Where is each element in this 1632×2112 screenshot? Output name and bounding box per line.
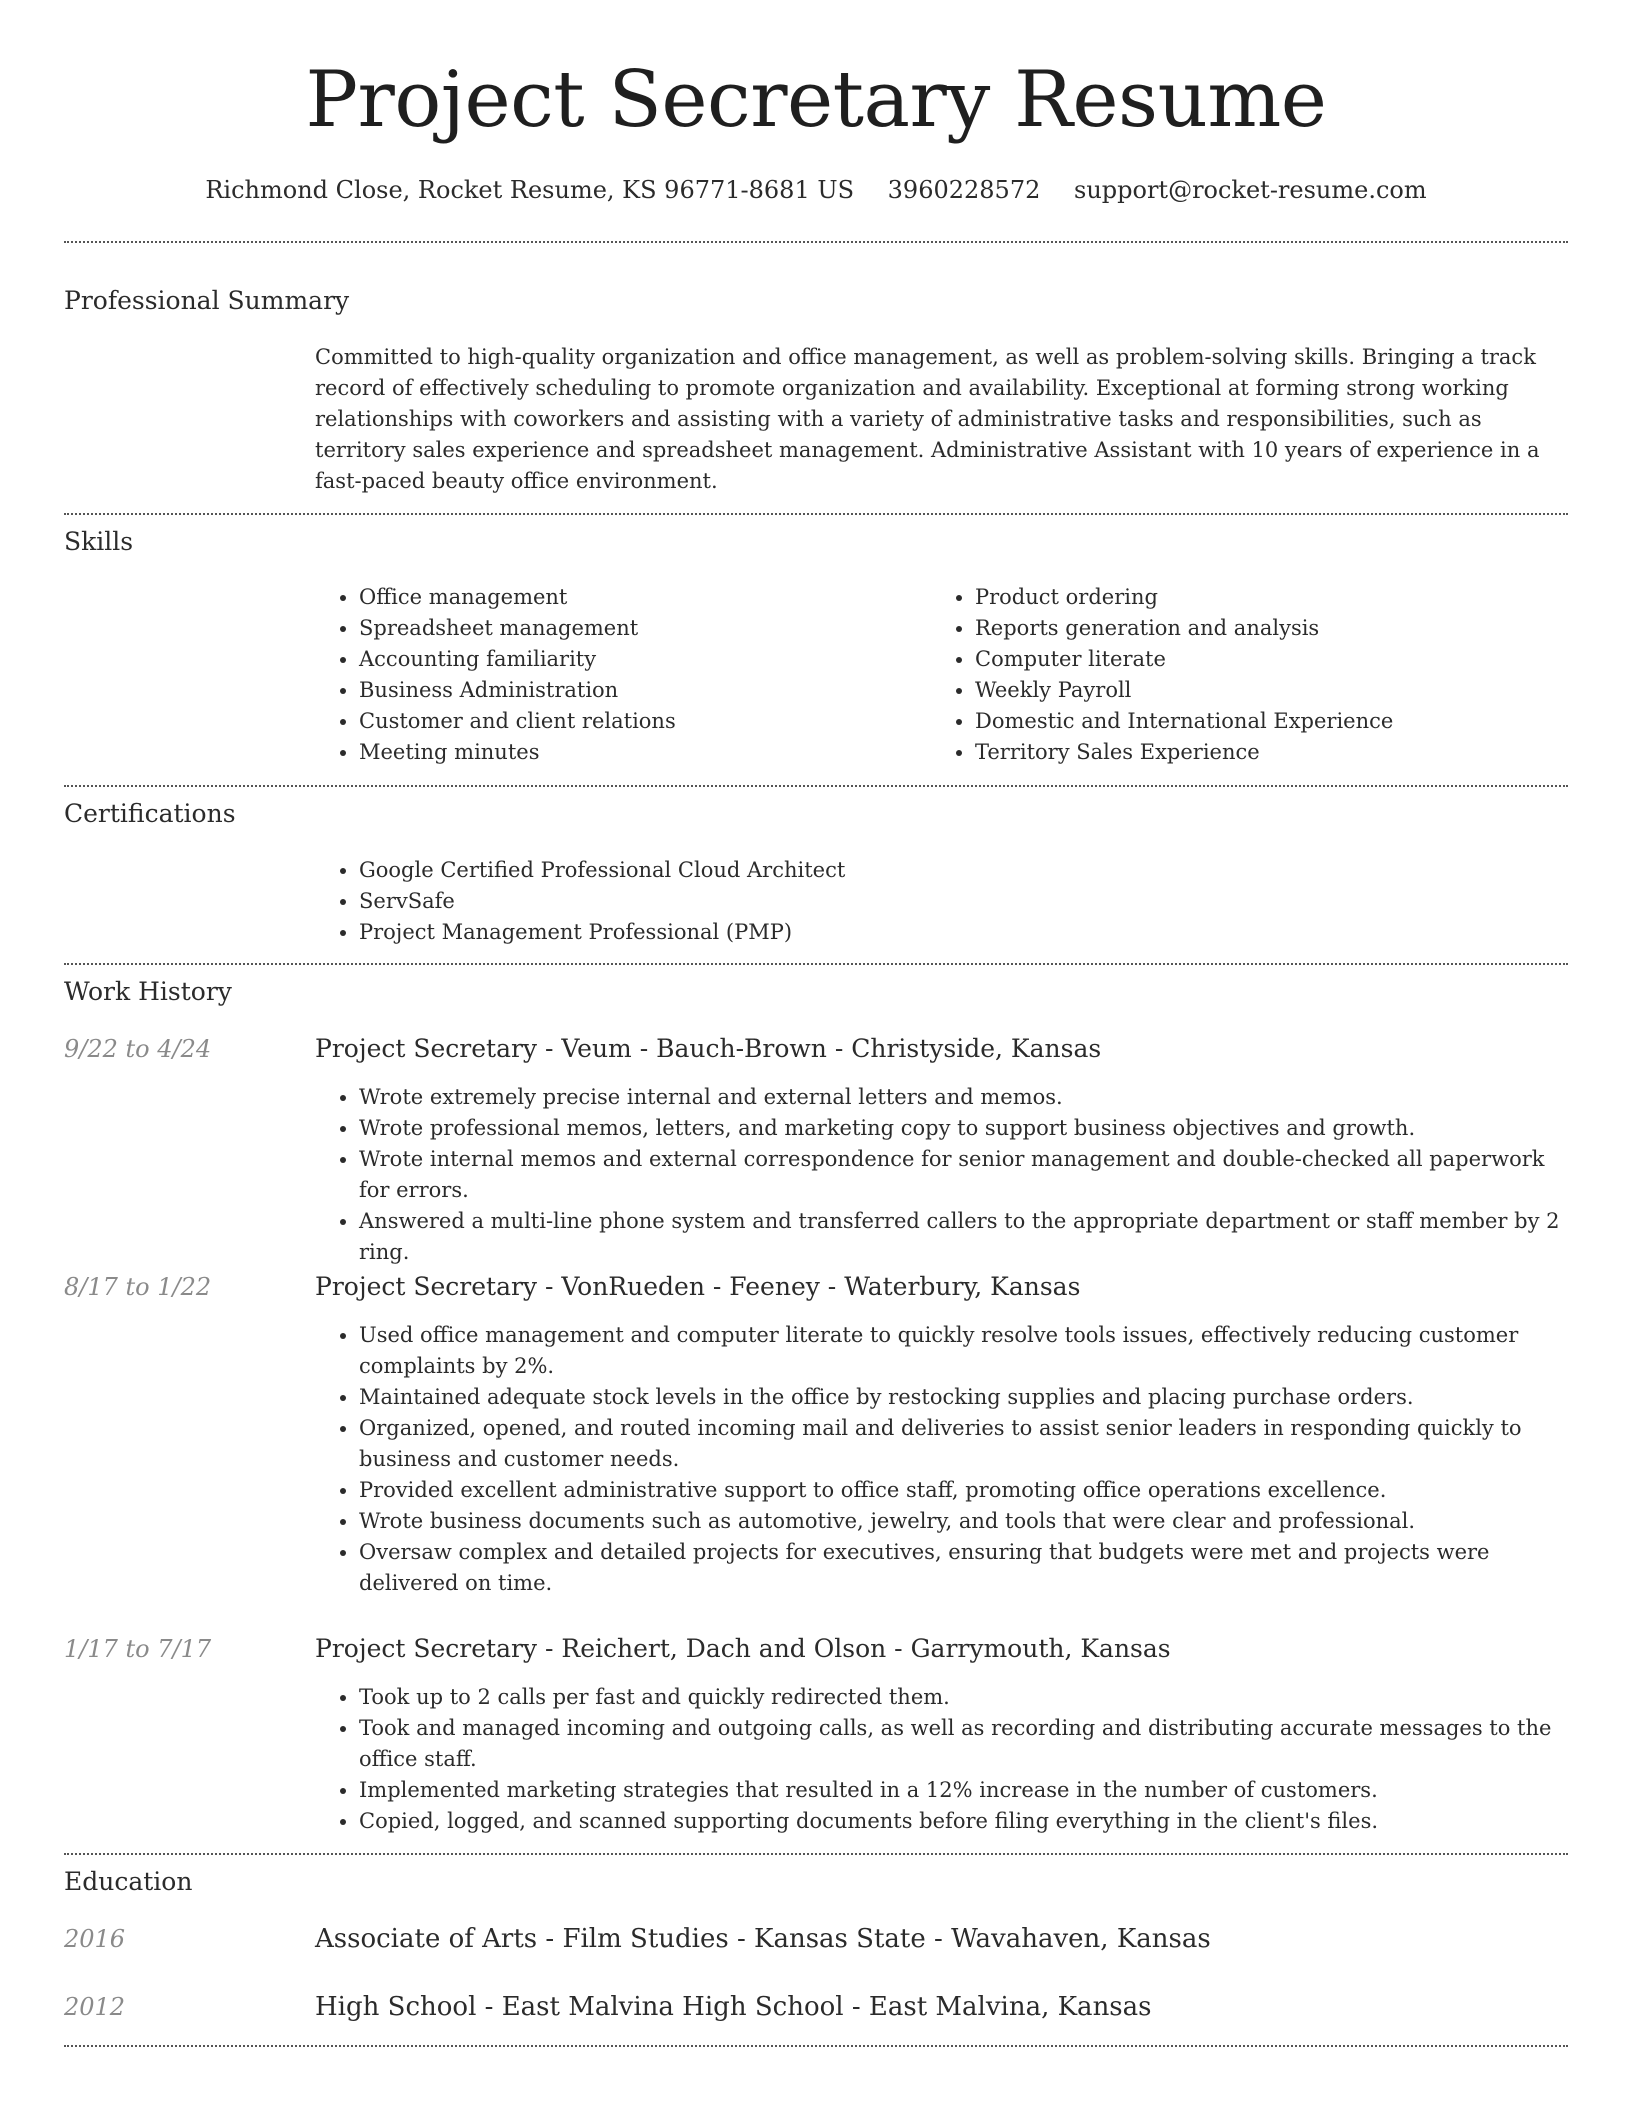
skill-item: • Product ordering [975,582,1491,613]
job-bullet: • Wrote business documents such as automotive, jewelry, and tools that were clear and professional. [359,1506,1568,1537]
job-dates: 8/17 to 1/22 [64,1273,212,1301]
certification-item: • ServSafe [359,886,1568,917]
skill-item: • Computer literate [975,644,1491,675]
job-bullets [315,1682,1568,1837]
certification-item: • Project Management Professional (PMP) [359,917,1568,948]
section-heading-education: Education [64,1867,193,1896]
job-bullet: • Wrote extremely precise internal and external letters and memos. [359,1082,1568,1113]
job-title: Project Secretary - Veum - Bauch-Brown - Christyside, Kansas [315,1034,1102,1063]
contact-email: support@rocket-resume.com [1074,176,1427,204]
page-title: Project Secretary Resume [305,55,1327,145]
divider [64,513,1568,515]
contact-line [0,172,1632,208]
job-bullets [315,1320,1568,1599]
certifications-list [315,855,1568,948]
job-bullet: • Took and managed incoming and outgoing calls, as well as recording and distributing accurate messages to the office staff. [359,1713,1568,1775]
summary-text: Committed to high-quality organization and office management, as well as problem-solving skills. Bringing a track record of effectively scheduling to promote organization and availability. Exceptional at forming strong working relationships with coworkers and assisting with a variety of administrative tasks and responsibilities, such as territory sales experience and spreadsheet management. Administrative Assistant with 10 years of experience in a fast-paced beauty office environment. [315,345,1540,493]
education-year: 2016 [64,1925,126,1953]
skill-item: • Reports generation and analysis [975,613,1491,644]
job-title: Project Secretary - Reichert, Dach and Olson - Garrymouth, Kansas [315,1634,1171,1663]
divider [64,785,1568,787]
job-bullet: • Implemented marketing strategies that resulted in a 12% increase in the number of customers. [359,1775,1568,1806]
skill-item: • Weekly Payroll [975,675,1491,706]
certification-item: • Google Certified Professional Cloud Architect [359,855,1568,886]
skill-item: • Meeting minutes [359,737,875,768]
divider [64,2045,1568,2047]
section-heading-summary: Professional Summary [64,286,350,315]
job-bullet: • Oversaw complex and detailed projects for executives, ensuring that budgets were met and projects were delivered on time. [359,1537,1568,1599]
job-bullet: • Copied, logged, and scanned supporting documents before filing everything in the client's files. [359,1806,1568,1837]
job-bullet: • Wrote professional memos, letters, and marketing copy to support business objectives and growth. [359,1113,1568,1144]
section-heading-work-history: Work History [64,977,232,1006]
job-bullets [315,1082,1568,1268]
job-title: Project Secretary - VonRueden - Feeney - Waterbury, Kansas [315,1272,1081,1301]
skills-column-left [315,582,875,768]
job-dates: 1/17 to 7/17 [64,1635,212,1663]
section-heading-certifications: Certifications [64,799,236,828]
job-bullet: • Wrote internal memos and external correspondence for senior management and double-checked all paperwork for errors. [359,1144,1568,1206]
job-bullet: • Used office management and computer literate to quickly resolve tools issues, effectively reducing customer complaints by 2%. [359,1320,1568,1382]
contact-phone: 3960228572 [887,176,1041,204]
skill-item: • Spreadsheet management [359,613,875,644]
summary-body [315,342,1568,497]
job-dates: 9/22 to 4/24 [64,1035,212,1063]
skill-item: • Business Administration [359,675,875,706]
skill-item: • Territory Sales Experience [975,737,1491,768]
skill-item: • Customer and client relations [359,706,875,737]
divider [64,1853,1568,1855]
job-bullet: • Provided excellent administrative support to office staff, promoting office operations excellence. [359,1475,1568,1506]
skill-item: • Office management [359,582,875,613]
contact-address: Richmond Close, Rocket Resume, KS 96771-8681 US [205,176,855,204]
job-bullet: • Organized, opened, and routed incoming mail and deliveries to assist senior leaders in responding quickly to business and customer needs. [359,1413,1568,1475]
education-year: 2012 [64,1993,126,2021]
skills-column-right [931,582,1491,768]
job-bullet: • Took up to 2 calls per fast and quickly redirected them. [359,1682,1568,1713]
skill-item: • Domestic and International Experience [975,706,1491,737]
education-title: High School - East Malvina High School - East Malvina, Kansas [315,1992,1152,2022]
job-bullet: • Maintained adequate stock levels in the office by restocking supplies and placing purchase orders. [359,1382,1568,1413]
skills-list [315,582,1568,768]
skill-item: • Accounting familiarity [359,644,875,675]
job-bullet: • Answered a multi-line phone system and transferred callers to the appropriate department or staff member by 2 ring. [359,1206,1568,1268]
section-heading-skills: Skills [64,527,134,556]
education-title: Associate of Arts - Film Studies - Kansas State - Wavahaven, Kansas [315,1924,1211,1954]
divider [64,963,1568,965]
divider [64,241,1568,243]
